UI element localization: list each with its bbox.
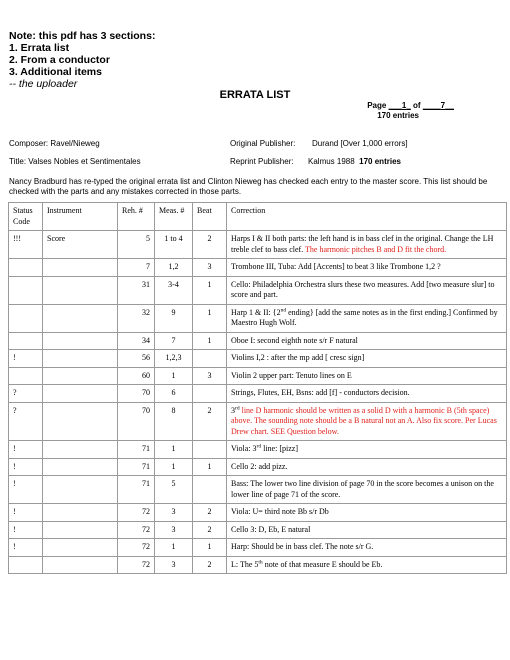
correction-cell bbox=[227, 476, 507, 504]
status-cell: ! bbox=[9, 504, 43, 522]
beat-cell bbox=[193, 441, 227, 459]
table-row bbox=[9, 367, 507, 385]
beat-cell: 2 bbox=[193, 521, 227, 539]
correction-text: Trombone III, Tuba: Add [Accents] to beat 3 like Trombone 1,2 ? bbox=[231, 262, 441, 271]
correction-text: Cello 2: add pizz. bbox=[231, 461, 288, 471]
correction-cell bbox=[227, 458, 507, 476]
correction-cell bbox=[227, 259, 507, 277]
meas-cell: 3 bbox=[155, 556, 193, 574]
reh-cell: 72 bbox=[118, 556, 155, 574]
reh-cell: 71 bbox=[118, 458, 155, 476]
reprint-entry-count: 170 entries bbox=[359, 157, 401, 166]
composer: Composer: Ravel/Nieweg bbox=[9, 139, 100, 148]
correction-cell bbox=[227, 332, 507, 350]
status-cell bbox=[9, 276, 43, 304]
correction-text: Cello: Philadelphia Orchestra slurs these two measures. Add [two measure slur] to score and part. bbox=[231, 279, 495, 299]
status-cell: ? bbox=[9, 402, 43, 441]
instrument-cell bbox=[43, 304, 118, 332]
meas-cell: 3-4 bbox=[155, 276, 193, 304]
correction-superscript: nd bbox=[280, 306, 287, 313]
reh-cell: 72 bbox=[118, 539, 155, 557]
correction-cell bbox=[227, 367, 507, 385]
meas-cell: 8 bbox=[155, 402, 193, 441]
table-header-row bbox=[9, 203, 507, 231]
table-row bbox=[9, 231, 507, 259]
table-row bbox=[9, 385, 507, 403]
beat-cell: 1 bbox=[193, 539, 227, 557]
instrument-cell bbox=[43, 539, 118, 557]
page-info bbox=[367, 101, 454, 121]
instrument-cell bbox=[43, 402, 118, 441]
correction-cell bbox=[227, 441, 507, 459]
instrument-cell bbox=[43, 385, 118, 403]
correction-text: 3 bbox=[231, 405, 235, 415]
note-heading: Note: this pdf has 3 sections: bbox=[9, 30, 156, 42]
beat-cell bbox=[193, 350, 227, 368]
instrument-cell bbox=[43, 458, 118, 476]
uploader-note bbox=[9, 30, 155, 90]
correction-text: Violin 2 upper part: Tenuto lines on E bbox=[231, 370, 352, 380]
instrument-cell bbox=[43, 332, 118, 350]
table-row bbox=[9, 556, 507, 574]
correction-cell bbox=[227, 402, 507, 441]
meas-cell: 1,2,3 bbox=[155, 350, 193, 368]
meas-cell: 5 bbox=[155, 476, 193, 504]
note-signature: -- the uploader bbox=[9, 78, 78, 90]
status-cell: ! bbox=[9, 441, 43, 459]
table-row bbox=[9, 441, 507, 459]
note-item: 2. From a conductor bbox=[9, 54, 110, 66]
note-item: 1. Errata list bbox=[9, 42, 70, 54]
meas-cell: 7 bbox=[155, 332, 193, 350]
correction-note-red: The harmonic pitches B and D fit the chord. bbox=[305, 244, 447, 254]
correction-text: Harp 1 & II: {2 bbox=[231, 307, 281, 317]
status-cell: ! bbox=[9, 521, 43, 539]
correction-text: ending} [add the same notes as in the first ending.] Confirmed by Maestro Hugh Wolf. bbox=[231, 307, 498, 327]
reh-cell: 70 bbox=[118, 402, 155, 441]
correction-text: line: [pizz] bbox=[261, 444, 298, 453]
header-reh: Reh. # bbox=[118, 203, 155, 231]
instrument-cell bbox=[43, 259, 118, 277]
beat-cell: 3 bbox=[193, 367, 227, 385]
status-cell bbox=[9, 332, 43, 350]
reh-cell: 5 bbox=[118, 231, 155, 259]
status-cell: ? bbox=[9, 385, 43, 403]
correction-text: Violins I,2 : after the mp add [ cresc sign] bbox=[231, 353, 365, 362]
beat-cell bbox=[193, 476, 227, 504]
correction-text: Viola: U= third note Bb s/r Db bbox=[231, 507, 329, 516]
correction-cell bbox=[227, 385, 507, 403]
status-cell: ! bbox=[9, 539, 43, 557]
reprint-publisher-value: Kalmus 1988 170 entries bbox=[308, 157, 401, 166]
beat-cell: 1 bbox=[193, 276, 227, 304]
correction-cell bbox=[227, 276, 507, 304]
correction-text: Harps I & II both parts: the left hand is in bass clef in the original. Change the LH treble clef to bass clef. bbox=[231, 234, 494, 254]
reh-cell: 72 bbox=[118, 504, 155, 522]
beat-cell: 3 bbox=[193, 259, 227, 277]
reh-cell: 60 bbox=[118, 367, 155, 385]
table-row bbox=[9, 276, 507, 304]
instrument-cell bbox=[43, 276, 118, 304]
correction-superscript: rd bbox=[256, 443, 262, 450]
status-cell bbox=[9, 367, 43, 385]
instrument-cell bbox=[43, 556, 118, 574]
header-beat: Beat bbox=[193, 203, 227, 231]
reh-cell: 7 bbox=[118, 259, 155, 277]
meas-cell: 3 bbox=[155, 521, 193, 539]
table-row bbox=[9, 259, 507, 277]
header-status: Status Code bbox=[9, 203, 43, 231]
reh-cell: 70 bbox=[118, 385, 155, 403]
correction-text: Viola: 3 bbox=[231, 444, 257, 453]
correction-text: L: The 5 bbox=[231, 559, 259, 569]
correction-text: Harp: Should be in bass clef. The note s/r G. bbox=[231, 542, 374, 551]
correction-text: Strings, Flutes, EH, Bsns: add [f] - conductors decision. bbox=[231, 388, 410, 397]
correction-cell bbox=[227, 231, 507, 259]
beat-cell: 2 bbox=[193, 402, 227, 441]
beat-cell: 1 bbox=[193, 304, 227, 332]
meas-cell: 1 bbox=[155, 367, 193, 385]
meas-cell: 1,2 bbox=[155, 259, 193, 277]
status-cell: ! bbox=[9, 476, 43, 504]
beat-cell: 2 bbox=[193, 231, 227, 259]
correction-text: note of that measure E should be Eb. bbox=[262, 559, 383, 569]
reh-cell: 56 bbox=[118, 350, 155, 368]
page-title: ERRATA LIST bbox=[219, 89, 291, 101]
meas-cell: 1 bbox=[155, 441, 193, 459]
table-row bbox=[9, 332, 507, 350]
table-body bbox=[9, 231, 507, 574]
reprint-publisher-label: Reprint Publisher: bbox=[230, 157, 294, 166]
status-cell bbox=[9, 556, 43, 574]
beat-cell: 1 bbox=[193, 458, 227, 476]
reh-cell: 31 bbox=[118, 276, 155, 304]
of-label: of bbox=[413, 101, 421, 110]
meas-cell: 3 bbox=[155, 504, 193, 522]
original-publisher-label: Original Publisher: bbox=[230, 139, 296, 148]
correction-text: Oboe I: second eighth note s/r F natural bbox=[231, 335, 358, 345]
instrument-cell bbox=[43, 350, 118, 368]
instrument-cell bbox=[43, 504, 118, 522]
correction-cell bbox=[227, 304, 507, 332]
original-publisher-value: Durand [Over 1,000 errors] bbox=[312, 139, 408, 148]
instrument-cell bbox=[43, 441, 118, 459]
meas-cell: 1 bbox=[155, 458, 193, 476]
beat-cell: 2 bbox=[193, 504, 227, 522]
correction-superscript: rd bbox=[235, 404, 240, 411]
beat-cell bbox=[193, 385, 227, 403]
header-correction: Correction bbox=[227, 203, 507, 231]
correction-cell bbox=[227, 350, 507, 368]
status-cell bbox=[9, 259, 43, 277]
table-row bbox=[9, 402, 507, 441]
instrument-cell: Score bbox=[43, 231, 118, 259]
table-row bbox=[9, 521, 507, 539]
reh-cell: 72 bbox=[118, 521, 155, 539]
beat-cell: 2 bbox=[193, 556, 227, 574]
entry-count: 170 entries bbox=[377, 111, 419, 120]
table-row bbox=[9, 350, 507, 368]
table-row bbox=[9, 304, 507, 332]
table-row bbox=[9, 504, 507, 522]
reh-cell: 34 bbox=[118, 332, 155, 350]
correction-superscript: th bbox=[258, 558, 263, 565]
page-number: ___1_ bbox=[388, 101, 411, 110]
reh-cell: 71 bbox=[118, 441, 155, 459]
correction-cell bbox=[227, 539, 507, 557]
correction-note-red: line D harmonic should be written as a solid D with a harmonic B (5th space) above. The sounding note should be a B natural not an A. Also fix score. Per Lucas Drew chart. SEE Question below. bbox=[231, 405, 497, 436]
status-cell: ! bbox=[9, 458, 43, 476]
meas-cell: 6 bbox=[155, 385, 193, 403]
correction-text: Bass: The lower two line division of page 70 in the score becomes a unison on the lower line of page 71 of the score. bbox=[231, 479, 494, 499]
status-cell bbox=[9, 304, 43, 332]
table-row bbox=[9, 476, 507, 504]
note-item: 3. Additional items bbox=[9, 66, 102, 78]
work-title: Title: Valses Nobles et Sentimentales bbox=[9, 157, 141, 166]
table-row bbox=[9, 458, 507, 476]
correction-cell bbox=[227, 556, 507, 574]
errata-table bbox=[8, 202, 507, 574]
beat-cell: 1 bbox=[193, 332, 227, 350]
status-cell: ! bbox=[9, 350, 43, 368]
meas-cell: 1 to 4 bbox=[155, 231, 193, 259]
header-meas: Meas. # bbox=[155, 203, 193, 231]
page-total: ____7__ bbox=[422, 101, 454, 110]
header-instrument: Instrument bbox=[43, 203, 118, 231]
correction-cell bbox=[227, 504, 507, 522]
meas-cell: 1 bbox=[155, 539, 193, 557]
instrument-cell bbox=[43, 476, 118, 504]
description: Nancy Bradburd has re-typed the original errata list and Clinton Nieweg has checked each entry to the master score. This list should be checked with the parts and any mistakes corrected in those parts. bbox=[9, 177, 488, 196]
table-row bbox=[9, 539, 507, 557]
reh-cell: 32 bbox=[118, 304, 155, 332]
status-cell: !!! bbox=[9, 231, 43, 259]
instrument-cell bbox=[43, 521, 118, 539]
page-label: Page bbox=[367, 101, 387, 110]
reh-cell: 71 bbox=[118, 476, 155, 504]
instrument-cell bbox=[43, 367, 118, 385]
correction-cell bbox=[227, 521, 507, 539]
meas-cell: 9 bbox=[155, 304, 193, 332]
correction-text: Cello 3: D, Eb, E natural bbox=[231, 524, 311, 534]
